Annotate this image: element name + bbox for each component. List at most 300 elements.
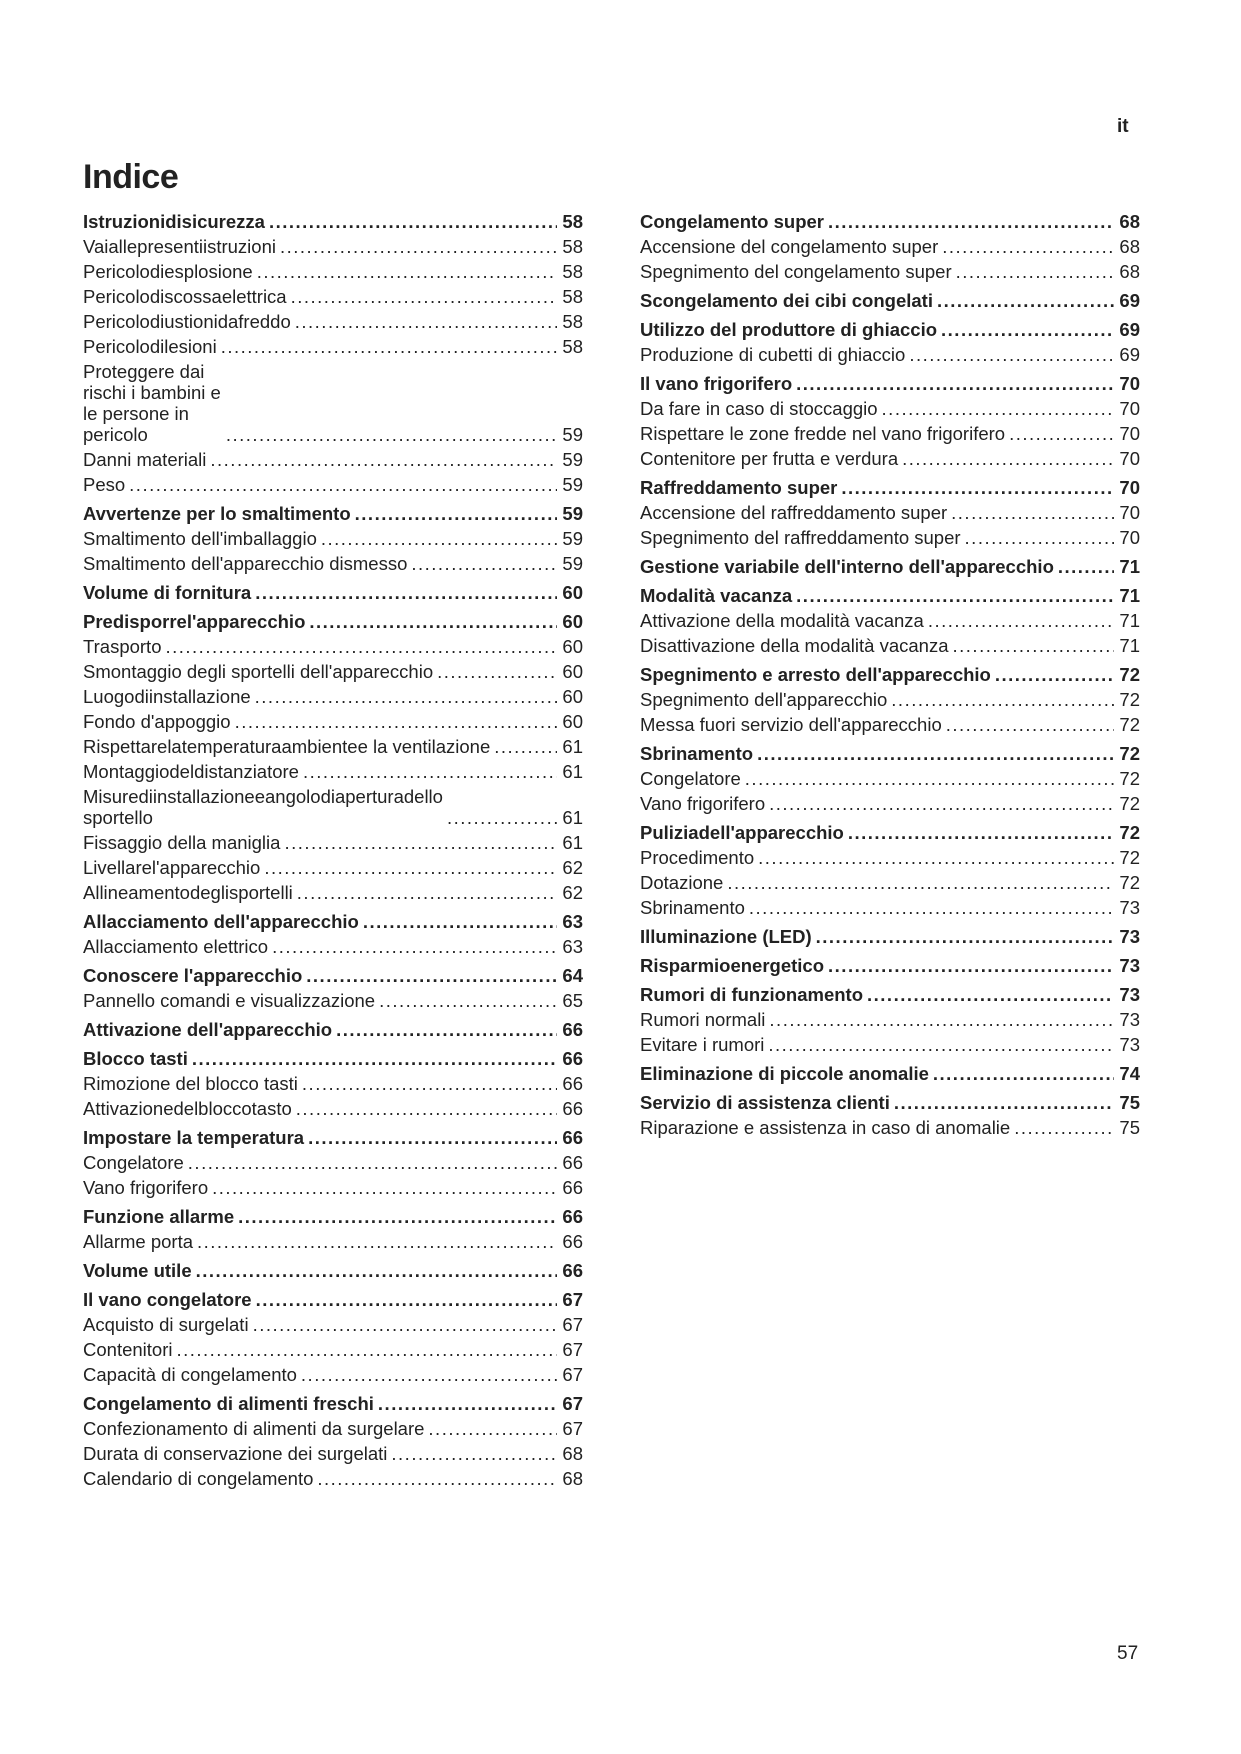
toc-entry-title: Pericolodiesplosione: [83, 261, 253, 282]
toc-entry-title: Proteggere dai rischi i bambini e le persone in pericolo: [83, 361, 221, 445]
toc-section-heading[interactable]: [640, 211, 1140, 232]
toc-entry-page: 72: [1119, 689, 1140, 710]
toc-entry-page: 73: [1119, 955, 1140, 976]
toc-entry[interactable]: [640, 768, 1140, 789]
toc-section-heading[interactable]: [83, 911, 583, 932]
toc-entry-title: Istruzionidisicurezza: [83, 211, 265, 232]
toc-entry-page: 70: [1119, 477, 1140, 498]
toc-entry-page: 66: [562, 1231, 583, 1252]
dot-leader: [296, 1098, 557, 1119]
toc-entry-title: Calendario di congelamento: [83, 1468, 314, 1489]
dot-leader: [212, 1177, 557, 1198]
dot-leader: [210, 449, 557, 470]
toc-entry[interactable]: [83, 686, 583, 707]
toc-entry-page: 72: [1119, 743, 1140, 764]
dot-leader: [937, 290, 1114, 311]
toc-entry-page: 71: [1119, 556, 1140, 577]
dot-leader: [769, 793, 1114, 814]
toc-section-heading[interactable]: [83, 582, 583, 603]
toc-section-heading[interactable]: [640, 319, 1140, 340]
toc-entry-page: 58: [562, 261, 583, 282]
toc-entry-title: Scongelamento dei cibi congelati: [640, 290, 933, 311]
toc-entry-page: 60: [562, 611, 583, 632]
toc-entry-page: 60: [562, 686, 583, 707]
toc-entry-page: 61: [562, 736, 583, 757]
toc-entry-page: 64: [562, 965, 583, 986]
toc-section-heading[interactable]: [640, 585, 1140, 606]
dot-leader: [256, 1289, 557, 1310]
toc-entry-page: 72: [1119, 714, 1140, 735]
toc-entry-title: Fondo d'appoggio: [83, 711, 231, 732]
toc-entry-title: Predisporrel'apparecchio: [83, 611, 306, 632]
toc-entry-page: 68: [1119, 236, 1140, 257]
toc-entry[interactable]: [640, 1034, 1140, 1055]
toc-entry[interactable]: [83, 1418, 583, 1439]
toc-entry-title: Attivazionedelbloccotasto: [83, 1098, 292, 1119]
toc-entry-page: 67: [562, 1418, 583, 1439]
toc-entry-page: 66: [562, 1073, 583, 1094]
dot-leader: [848, 822, 1114, 843]
toc-entry[interactable]: [640, 897, 1140, 918]
toc-entry[interactable]: [83, 1098, 583, 1119]
dot-leader: [280, 236, 557, 257]
toc-entry-page: 63: [562, 911, 583, 932]
toc-entry-title: Dotazione: [640, 872, 724, 893]
toc-column-left: [83, 211, 583, 1489]
toc-entry-title: Raffreddamento super: [640, 477, 838, 498]
toc-entry-title: Volume di fornitura: [83, 582, 252, 603]
toc-entry[interactable]: [640, 344, 1140, 365]
toc-section-heading[interactable]: [640, 984, 1140, 1005]
toc-entry-page: 59: [562, 553, 583, 574]
toc-entry-page: 69: [1119, 319, 1140, 340]
toc-entry-page: 75: [1119, 1092, 1140, 1113]
toc-entry-title: Conoscere l'apparecchio: [83, 965, 303, 986]
dot-leader: [942, 236, 1114, 257]
toc-entry[interactable]: [640, 261, 1140, 282]
toc-entry-page: 66: [562, 1177, 583, 1198]
toc-entry-title: Il vano congelatore: [83, 1289, 252, 1310]
page-number: 57: [1117, 1643, 1139, 1664]
toc-entry-title: Pericolodiscossaelettrica: [83, 286, 287, 307]
dot-leader: [428, 1418, 557, 1439]
toc-entry-title: Spegnimento dell'apparecchio: [640, 689, 888, 710]
dot-leader: [1014, 1117, 1114, 1138]
toc-entry-page: 66: [562, 1019, 583, 1040]
toc-entry-page: 72: [1119, 768, 1140, 789]
toc-entry-title: Pannello comandi e visualizzazione: [83, 990, 376, 1011]
dot-leader: [447, 807, 557, 828]
toc-entry-title: Spegnimento e arresto dell'apparecchio: [640, 664, 991, 685]
toc-entry-page: 69: [1119, 344, 1140, 365]
toc-entry-title: Disattivazione della modalità vacanza: [640, 635, 949, 656]
toc-entry-title: Pericolodilesioni: [83, 336, 217, 357]
toc-entry[interactable]: [83, 1152, 583, 1173]
dot-leader: [965, 527, 1114, 548]
toc-entry-page: 70: [1119, 423, 1140, 444]
toc-entry-page: 66: [562, 1127, 583, 1148]
toc-entry-title: Congelamento super: [640, 211, 824, 232]
toc-entry-page: 72: [1119, 822, 1140, 843]
toc-entry-page: 67: [562, 1393, 583, 1414]
dot-leader: [253, 1314, 557, 1335]
dot-leader: [226, 424, 557, 445]
toc-entry-page: 66: [562, 1048, 583, 1069]
dot-leader: [302, 1073, 557, 1094]
toc-entry-page: 70: [1119, 398, 1140, 419]
toc-entry[interactable]: [640, 714, 1140, 735]
toc-section-heading[interactable]: [640, 477, 1140, 498]
dot-leader: [941, 319, 1114, 340]
dot-leader: [235, 711, 557, 732]
dot-leader: [1009, 423, 1114, 444]
toc-entry-title: Gestione variabile dell'interno dell'apparecchio: [640, 556, 1054, 577]
dot-leader: [257, 261, 557, 282]
toc-entry-title: Confezionamento di alimenti da surgelare: [83, 1418, 425, 1439]
toc-entry-page: 67: [562, 1339, 583, 1360]
toc-section-heading[interactable]: [640, 822, 1140, 843]
toc-entry-page: 58: [562, 236, 583, 257]
dot-leader: [933, 1063, 1114, 1084]
toc-entry[interactable]: [640, 448, 1140, 469]
dot-leader: [727, 872, 1114, 893]
dot-leader: [946, 714, 1114, 735]
toc-entry-page: 68: [1119, 211, 1140, 232]
toc-entry-page: 75: [1119, 1117, 1140, 1138]
toc-entry-title: Il vano frigorifero: [640, 373, 793, 394]
dot-leader: [494, 736, 557, 757]
toc-entry-title: Allacciamento dell'apparecchio: [83, 911, 359, 932]
toc-entry[interactable]: [640, 872, 1140, 893]
toc-entry-title: Attivazione dell'apparecchio: [83, 1019, 333, 1040]
toc-entry-page: 58: [562, 311, 583, 332]
toc-entry[interactable]: [83, 528, 583, 549]
dot-leader: [796, 585, 1114, 606]
toc-entry[interactable]: [83, 736, 583, 757]
toc-entry[interactable]: [640, 423, 1140, 444]
dot-leader: [301, 1364, 557, 1385]
toc-entry-page: 70: [1119, 448, 1140, 469]
toc-entry-page: 66: [562, 1152, 583, 1173]
dot-leader: [995, 664, 1114, 685]
toc-entry[interactable]: [83, 474, 583, 495]
toc-entry-page: 65: [562, 990, 583, 1011]
dot-leader: [321, 528, 557, 549]
dot-leader: [379, 990, 557, 1011]
dot-leader: [196, 1260, 557, 1281]
toc-entry-page: 61: [562, 832, 583, 853]
toc-entry-title: Fissaggio della maniglia: [83, 832, 281, 853]
toc-entry[interactable]: [83, 882, 583, 903]
toc-entry-title: Danni materiali: [83, 449, 207, 470]
toc-entry-title: Impostare la temperatura: [83, 1127, 305, 1148]
toc-entry[interactable]: [83, 1231, 583, 1252]
toc-entry-title: Livellarel'apparecchio: [83, 857, 261, 878]
toc-entry[interactable]: [83, 786, 583, 828]
toc-section-heading[interactable]: [640, 290, 1140, 311]
toc-entry-title: Attivazione della modalità vacanza: [640, 610, 924, 631]
toc-entry-title: Rimozione del blocco tasti: [83, 1073, 298, 1094]
dot-leader: [816, 926, 1114, 947]
toc-entry-title: Congelamento di alimenti freschi: [83, 1393, 374, 1414]
toc-entry-page: 60: [562, 661, 583, 682]
toc-section-heading[interactable]: [83, 1393, 583, 1414]
toc-entry[interactable]: [83, 1073, 583, 1094]
dot-leader: [867, 984, 1114, 1005]
toc-entry[interactable]: [83, 990, 583, 1011]
toc-entry-page: 59: [562, 449, 583, 470]
dot-leader: [297, 882, 557, 903]
toc-entry[interactable]: [83, 711, 583, 732]
toc-section-heading[interactable]: [83, 503, 583, 524]
toc-entry-title: Servizio di assistenza clienti: [640, 1092, 890, 1113]
language-code: it: [1117, 116, 1129, 137]
toc-section-heading[interactable]: [640, 556, 1140, 577]
dot-leader: [238, 1206, 557, 1227]
dot-leader: [909, 344, 1114, 365]
toc-entry-page: 62: [562, 857, 583, 878]
toc-entry-title: Contenitori: [83, 1339, 173, 1360]
dot-leader: [894, 1092, 1114, 1113]
toc-entry-page: 66: [562, 1260, 583, 1281]
toc-section-heading[interactable]: [640, 664, 1140, 685]
toc-entry-page: 73: [1119, 1034, 1140, 1055]
dot-leader: [891, 689, 1114, 710]
toc-section-heading[interactable]: [83, 1260, 583, 1281]
toc-entry-page: 68: [562, 1468, 583, 1489]
toc-entry-page: 68: [1119, 261, 1140, 282]
dot-leader: [255, 582, 557, 603]
toc-entry-title: Evitare i rumori: [640, 1034, 765, 1055]
toc-entry[interactable]: [640, 635, 1140, 656]
toc-entry[interactable]: [83, 761, 583, 782]
toc-entry-title: Blocco tasti: [83, 1048, 188, 1069]
toc-entry-page: 59: [562, 528, 583, 549]
toc-entry-page: 68: [562, 1443, 583, 1464]
dot-leader: [308, 1127, 557, 1148]
toc-section-heading[interactable]: [640, 743, 1140, 764]
toc-entry[interactable]: [83, 661, 583, 682]
toc-entry-title: Procedimento: [640, 847, 755, 868]
toc-entry-page: 60: [562, 582, 583, 603]
toc-entry-title: Vaiallepresentiistruzioni: [83, 236, 276, 257]
toc-entry[interactable]: [83, 449, 583, 470]
toc-entry[interactable]: [83, 1339, 583, 1360]
dot-leader: [437, 661, 557, 682]
toc-entry[interactable]: [83, 1443, 583, 1464]
toc-entry-title: Produzione di cubetti di ghiaccio: [640, 344, 906, 365]
dot-leader: [221, 336, 557, 357]
dot-leader: [749, 897, 1114, 918]
toc-entry[interactable]: [83, 636, 583, 657]
toc-entry-title: Accensione del raffreddamento super: [640, 502, 948, 523]
toc-entry[interactable]: [640, 847, 1140, 868]
toc-entry-title: Da fare in caso di stoccaggio: [640, 398, 878, 419]
toc-entry-page: 71: [1119, 635, 1140, 656]
dot-leader: [355, 503, 557, 524]
toc-entry-page: 60: [562, 636, 583, 657]
toc-entry-page: 60: [562, 711, 583, 732]
toc-entry-page: 58: [562, 286, 583, 307]
toc-entry-page: 73: [1119, 1009, 1140, 1030]
toc-entry[interactable]: [640, 1117, 1140, 1138]
toc-entry-title: Sbrinamento: [640, 897, 745, 918]
toc-entry-page: 71: [1119, 585, 1140, 606]
page-title: Indice: [83, 158, 179, 196]
toc-entry-title: Luogodiinstallazione: [83, 686, 251, 707]
toc-entry-title: Montaggiodeldistanziatore: [83, 761, 299, 782]
toc-entry-title: Misurediinstallazioneeangolodiaperturadello sportello: [83, 786, 443, 828]
toc-entry-title: Rispettarelatemperaturaambientee la ventilazione: [83, 736, 491, 757]
toc-entry[interactable]: [640, 793, 1140, 814]
toc-entry[interactable]: [640, 527, 1140, 548]
toc-entry[interactable]: [83, 261, 583, 282]
toc-entry[interactable]: [83, 236, 583, 257]
toc-entry-title: Sbrinamento: [640, 743, 754, 764]
toc-section-heading[interactable]: [83, 1289, 583, 1310]
dot-leader: [165, 636, 557, 657]
dot-leader: [928, 610, 1114, 631]
dot-leader: [129, 474, 557, 495]
toc-entry-page: 70: [1119, 527, 1140, 548]
toc-section-heading[interactable]: [83, 965, 583, 986]
toc-entry[interactable]: [640, 1009, 1140, 1030]
dot-leader: [255, 686, 557, 707]
toc-section-heading[interactable]: [83, 1127, 583, 1148]
toc-entry-page: 72: [1119, 872, 1140, 893]
toc-entry-title: Messa fuori servizio dell'apparecchio: [640, 714, 942, 735]
toc-entry-title: Allineamentodeglisportelli: [83, 882, 293, 903]
toc-section-heading[interactable]: [83, 211, 583, 232]
toc-entry[interactable]: [83, 857, 583, 878]
toc-entry-title: Riparazione e assistenza in caso di anomalie: [640, 1117, 1011, 1138]
dot-leader: [363, 911, 557, 932]
toc-entry-title: Smontaggio degli sportelli dell'apparecchio: [83, 661, 434, 682]
toc-section-heading[interactable]: [83, 1206, 583, 1227]
toc-entry[interactable]: [83, 286, 583, 307]
toc-entry-title: Durata di conservazione dei surgelati: [83, 1443, 388, 1464]
toc-column-right: [640, 211, 1140, 1138]
toc-entry-page: 73: [1119, 926, 1140, 947]
toc-entry-title: Trasporto: [83, 636, 162, 657]
toc-entry-title: Congelatore: [83, 1152, 184, 1173]
toc-entry[interactable]: [83, 553, 583, 574]
toc-entry[interactable]: [83, 1177, 583, 1198]
dot-leader: [336, 1019, 557, 1040]
toc-entry[interactable]: [83, 1364, 583, 1385]
toc-entry[interactable]: [640, 398, 1140, 419]
toc-entry-page: 58: [562, 211, 583, 232]
toc-entry-page: 61: [562, 807, 583, 828]
toc-section-heading[interactable]: [83, 1048, 583, 1069]
toc-entry[interactable]: [83, 361, 583, 445]
toc-entry-title: Eliminazione di piccole anomalie: [640, 1063, 929, 1084]
toc-entry-title: Vano frigorifero: [83, 1177, 209, 1198]
toc-entry[interactable]: [640, 610, 1140, 631]
dot-leader: [309, 611, 557, 632]
toc-entry-title: Funzione allarme: [83, 1206, 235, 1227]
toc-entry-page: 70: [1119, 502, 1140, 523]
dot-leader: [269, 211, 557, 232]
dot-leader: [769, 1009, 1114, 1030]
dot-leader: [951, 502, 1114, 523]
toc-entry-title: Peso: [83, 474, 126, 495]
toc-entry-page: 69: [1119, 290, 1140, 311]
toc-entry-title: Allacciamento elettrico: [83, 936, 269, 957]
toc-section-heading[interactable]: [640, 373, 1140, 394]
dot-leader: [757, 743, 1114, 764]
toc-entry-title: Rumori normali: [640, 1009, 766, 1030]
toc-entry-page: 59: [562, 503, 583, 524]
toc-entry-page: 67: [562, 1364, 583, 1385]
toc-entry[interactable]: [640, 502, 1140, 523]
toc-entry-page: 67: [562, 1314, 583, 1335]
toc-entry-page: 62: [562, 882, 583, 903]
toc-section-heading[interactable]: [83, 611, 583, 632]
dot-leader: [411, 553, 557, 574]
toc-entry-title: Smaltimento dell'imballaggio: [83, 528, 317, 549]
toc-entry[interactable]: [640, 689, 1140, 710]
toc-entry-title: Accensione del congelamento super: [640, 236, 939, 257]
dot-leader: [882, 398, 1114, 419]
toc-entry[interactable]: [83, 311, 583, 332]
toc-entry-title: Smaltimento dell'apparecchio dismesso: [83, 553, 408, 574]
toc-entry[interactable]: [83, 1468, 583, 1489]
toc-entry-title: Volume utile: [83, 1260, 192, 1281]
toc-entry-page: 61: [562, 761, 583, 782]
toc-entry-title: Utilizzo del produttore di ghiaccio: [640, 319, 938, 340]
toc-entry-page: 72: [1119, 847, 1140, 868]
toc-entry-page: 73: [1119, 897, 1140, 918]
toc-entry[interactable]: [640, 236, 1140, 257]
toc-entry[interactable]: [83, 936, 583, 957]
toc-entry-page: 71: [1119, 610, 1140, 631]
toc-entry[interactable]: [83, 336, 583, 357]
toc-entry-title: Spegnimento del congelamento super: [640, 261, 952, 282]
toc-entry-title: Acquisto di surgelati: [83, 1314, 249, 1335]
dot-leader: [902, 448, 1114, 469]
toc-entry[interactable]: [83, 1314, 583, 1335]
toc-entry-title: Rumori di funzionamento: [640, 984, 864, 1005]
toc-section-heading[interactable]: [640, 926, 1140, 947]
dot-leader: [197, 1231, 557, 1252]
toc-entry-title: Contenitore per frutta e verdura: [640, 448, 899, 469]
dot-leader: [303, 761, 557, 782]
dot-leader: [953, 635, 1114, 656]
toc-section-heading[interactable]: [83, 1019, 583, 1040]
toc-section-heading[interactable]: [640, 1063, 1140, 1084]
dot-leader: [391, 1443, 557, 1464]
dot-leader: [188, 1152, 557, 1173]
toc-entry-page: 74: [1119, 1063, 1140, 1084]
dot-leader: [192, 1048, 557, 1069]
dot-leader: [284, 832, 557, 853]
toc-entry-title: Pericolodiustionidafreddo: [83, 311, 291, 332]
dot-leader: [745, 768, 1114, 789]
toc-entry-page: 70: [1119, 373, 1140, 394]
toc-section-heading[interactable]: [640, 1092, 1140, 1113]
dot-leader: [272, 936, 557, 957]
toc-entry-page: 59: [562, 474, 583, 495]
dot-leader: [291, 286, 557, 307]
toc-section-heading[interactable]: [640, 955, 1140, 976]
toc-entry-page: 73: [1119, 984, 1140, 1005]
toc-entry-page: 66: [562, 1206, 583, 1227]
toc-entry[interactable]: [83, 832, 583, 853]
dot-leader: [306, 965, 557, 986]
toc-entry-page: 58: [562, 336, 583, 357]
dot-leader: [317, 1468, 557, 1489]
